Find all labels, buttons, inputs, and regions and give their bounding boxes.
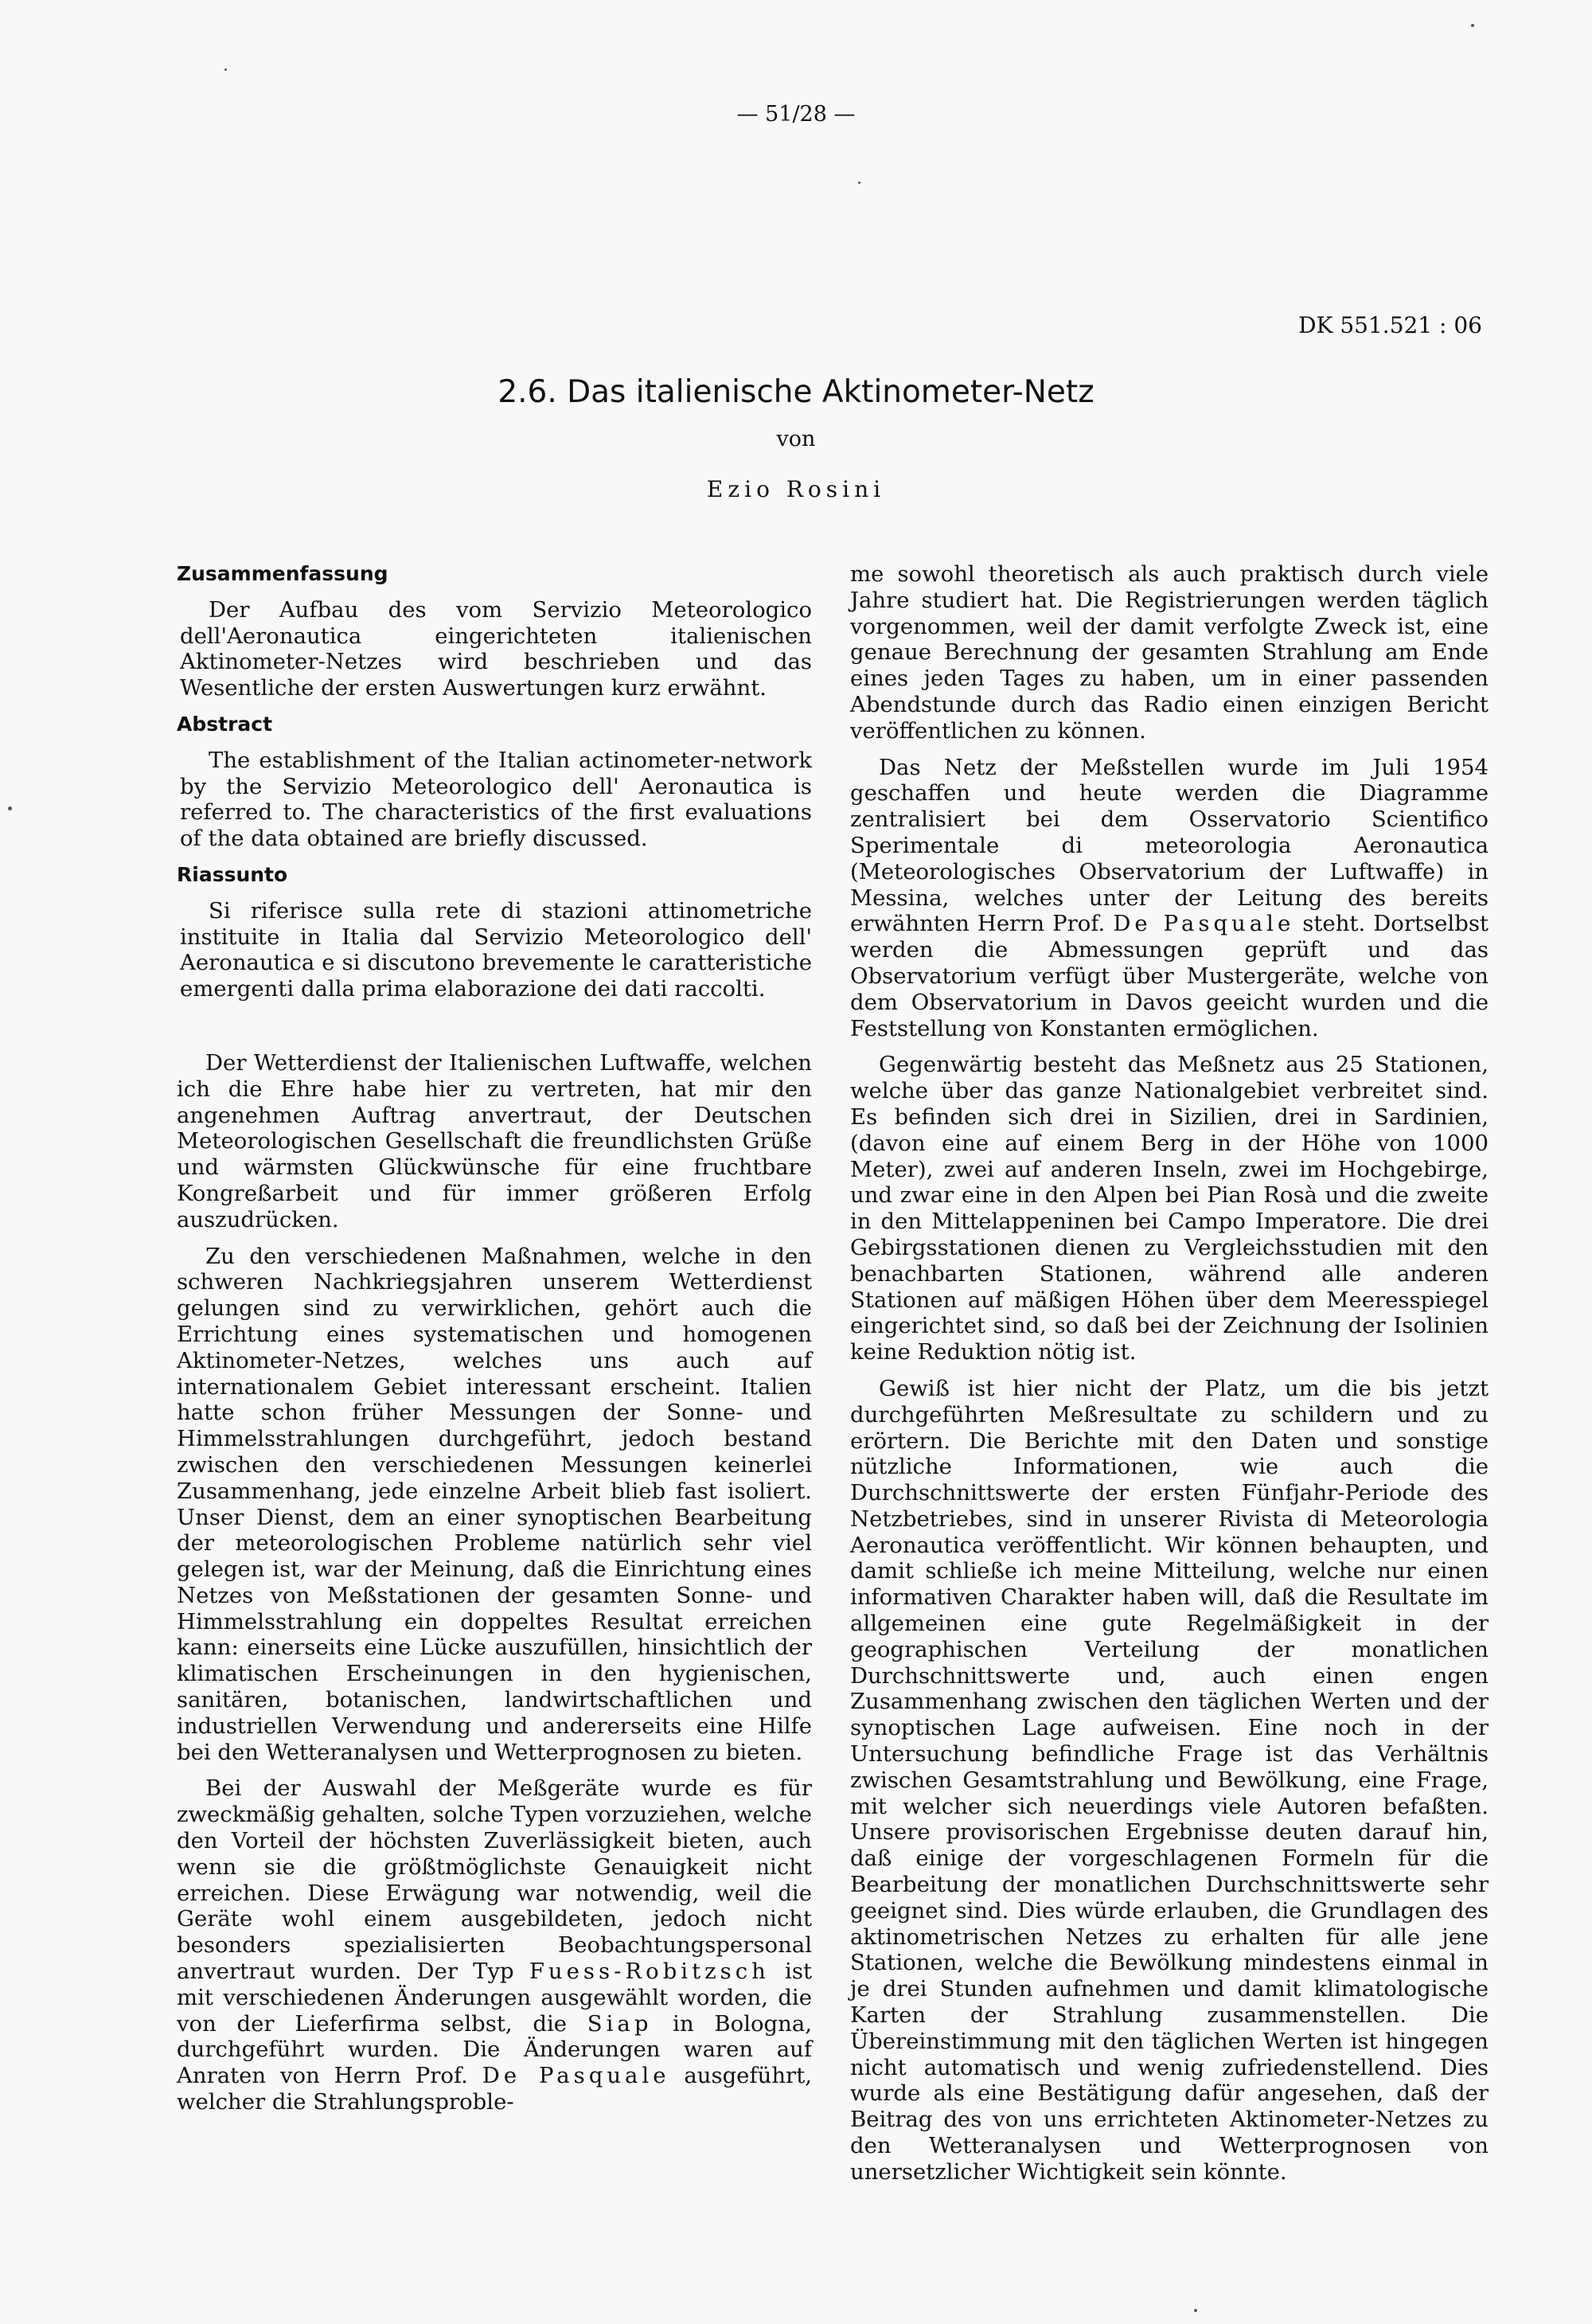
author-name: Ezio Rosini: [706, 476, 886, 502]
page-number: — 51/28 —: [736, 102, 856, 127]
scan-speck: [8, 807, 12, 810]
person-name: De Pasquale: [1113, 911, 1295, 937]
scan-speck: [224, 68, 227, 71]
body-paragraph: Gewiß ist hier nicht der Platz, um die bis jetzt durchgeführten Meßresultate zu schildern und zu erörtern. Die Berichte mit den Daten und sonstige nützliche Informationen, wie auch die Durchschnittswerte der ersten Fünfjahr-Periode des Netzbetriebes, sind in unserer Rivista di Meteorologia Aeronautica veröffentlicht. Wir können behaupten, und damit schließe ich meine Mitteilung, welche nur einen informativen Charakter haben will, daß die Resultate im allgemeinen eine gute Regelmäßigkeit in der geographischen Verteilung der monatlichen Durchschnittswerte und, auch einen engen Zusammenhang zwischen den täglichen Werten und der synoptischen Lage aufweisen. Eine noch in der Untersuchung befindliche Frage ist das Verhältnis zwischen Gesamtstrahlung und Bewölkung, eine Frage, mit welcher sich neuerdings viele Autoren befaßten. Unsere provisorischen Ergebnisse deuten darauf hin, daß einige der vorgeschlagenen Formeln für die Bearbeitung der monatlichen Durchschnittswerte sehr geeignet sind. Dies würde erlauben, die Grundlagen des aktinometrischen Netzes zu erhalten für alle jene Stationen, welche die Bewölkung mindestens einmal in je drei Stunden aufnehmen und damit klimatologische Karten der Strahlung zusammenstellen. Die Übereinstimmung mit den täglichen Werten ist hingegen nicht automatisch und wenig zufriedenstellend. Dies wurde als eine Bestätigung dafür angesehen, daß der Beitrag des von uns errichteten Aktinometer-Netzes zu den Wetteranalysen und Wetterprognosen von unersetzlicher Wichtigkeit sein könnte.: [850, 1375, 1489, 2185]
body-paragraph: [177, 1775, 812, 2115]
body-paragraph: Zu den verschiedenen Maßnahmen, welche in den schweren Nachkriegsjahren unserem Wetterdienst gelungen sind zu verwirklichen, gehört auch die Errichtung eines systematischen und homogenen Aktinometer-Netzes, welches uns auch auf internationalem Gebiet interessant erscheint. Italien hatte schon früher Messungen der Sonne- und Himmelsstrahlungen durchgeführt, jedoch bestand zwischen den verschiedenen Messungen keinerlei Zusammenhang, jede einzelne Arbeit blieb fast isoliert. Unser Dienst, dem an einer synoptischen Bearbeitung der meteorologischen Probleme natürlich sehr viel gelegen ist, war der Meinung, daß die Einrichtung eines Netzes von Meßstationen der gesamten Sonne- und Himmelsstrahlung ein doppeltes Resultat erreichen kann: einerseits eine Lücke auszufüllen, hinsichtlich der klimatischen Erscheinungen in den hygienischen, sanitären, botanischen, landwirtschaftlichen und industriellen Verwendung und andererseits eine Hilfe bei den Wetteranalysen und Wetterprognosen zu bieten.: [177, 1243, 812, 1765]
summary-text-english: The establishment of the Italian actinometer-network by the Servizio Meteorologico dell' Aeronautica is referred to. The characteristics of the first evaluations of the data obtained are briefly discussed.: [180, 747, 812, 852]
scan-speck: [858, 182, 860, 184]
summary-text-german: Der Aufbau des vom Servizio Meteorologico dell'Aeronautica eingerichteten italienischen Aktinometer-Netzes wird beschrieben und das Wesentliche der ersten Auswertungen kurz erwähnt.: [180, 596, 812, 701]
instrument-type-name: Fuess-Robitzsch: [529, 1959, 770, 1985]
summary-text-italian: Si riferisce sulla rete di stazioni attinometriche instituite in Italia dal Servizio Meteorologico dell' Aeronautica e si discutono brevemente le caratteristiche emergenti dalla prima elaborazione dei dati raccolti.: [180, 897, 812, 1002]
person-name: De Pasquale: [482, 2063, 670, 2089]
summary-heading-italian: Riassunto: [177, 862, 288, 886]
right-column: [850, 561, 1489, 2196]
article-title: 2.6. Das italienische Aktinometer-Netz: [498, 374, 1094, 410]
body-text: ist mit verschiedenen Änderungen ausgewählt worden, die von der Lieferfirma selbst, die: [177, 1959, 813, 2037]
body-paragraph: Gegenwärtig besteht das Meßnetz aus 25 Stationen, welche über das ganze Nationalgebiet verbreitet sind. Es befinden sich drei in Sizilien, drei in Sardinien, (davon eine auf einem Berg in der Höhe von 1000 Meter), zwei auf anderen Inseln, zwei im Hochgebirge, und zwar eine in den Alpen bei Pian Rosà und die zweite in den Mittelappeninen bei Campo Imperatore. Die drei Gebirgsstationen dienen zu Vergleichsstudien mit den benachbarten Stationen, während alle anderen Stationen auf mäßigen Höhen über dem Meeresspiegel eingerichtet sind, so daß bei der Zeichnung der Isolinien keine Reduktion nötig ist.: [850, 1052, 1489, 1365]
body-text: Bei der Auswahl der Meßgeräte wurde es für zweckmäßig gehalten, solche Typen vorzuziehen, welche den Vorteil der höchsten Zuverlässigkeit bieten, auch wenn sie die größtmöglichste Genauigkeit nicht erreichen. Diese Erwägung war notwendig, weil die Geräte wohl einem ausgebildeten, jedoch nicht besonders spezialisierten Beobachtungspersonal anvertraut wurden. Der Typ: [177, 1775, 812, 1985]
scan-speck: [1471, 24, 1474, 27]
dk-classification: DK 551.521 : 06: [1298, 312, 1482, 338]
body-text: Das Netz der Meßstellen wurde im Juli 1954 geschaffen und heute werden die Diagramme zentralisiert bei dem Osservatorio Scientifico Sperimentale di meteorologia Aeronautica (Meteorologisches Observatorium der Luftwaffe) in Messina, welches unter der Leitung des bereits erwähnten Herrn Prof.: [850, 754, 1489, 937]
summary-heading-english: Abstract: [177, 712, 273, 736]
body-paragraph: me sowohl theoretisch als auch praktisch durch viele Jahre studiert hat. Die Registrierungen werden täglich vorgenommen, weil der damit verfolgte Zweck ist, eine genaue Berechnung der gesamten Strahlung am Ende eines jeden Tages zu haben, um in einer passenden Abendstunde durch das Radio einen einzigen Bericht veröffentlichen zu können.: [850, 561, 1489, 744]
byline: von: [776, 427, 816, 451]
manufacturer-name: Siap: [587, 2010, 653, 2037]
body-text: steht. Dortselbst werden die Abmessungen geprüft und das Observatorium verfügt über Mustergeräte, welche von dem Observatorium in Davos geeicht wurden und die Feststellung von Konstanten ermöglichen.: [850, 911, 1489, 1041]
body-paragraph: [850, 755, 1489, 1042]
left-column: [177, 561, 812, 2126]
body-text: in Bologna, durchgeführt wurden. Die Änderungen waren auf Anraten von Herrn Prof.: [177, 2010, 812, 2089]
scan-speck: [1194, 2309, 1197, 2312]
body-paragraph: Der Wetterdienst der Italienischen Luftwaffe, welchen ich die Ehre habe hier zu vertreten, hat mir den angenehmen Auftrag anvertraut, der Deutschen Meteorologischen Gesellschaft die freundlichsten Grüße und wärmsten Glückwünsche für eine fruchtbare Kongreßarbeit und für immer größeren Erfolg auszudrücken.: [177, 1049, 812, 1232]
summary-heading-german: Zusammenfassung: [177, 562, 388, 585]
body-text: ausgeführt, welcher die Strahlungsproble-: [177, 2063, 812, 2115]
